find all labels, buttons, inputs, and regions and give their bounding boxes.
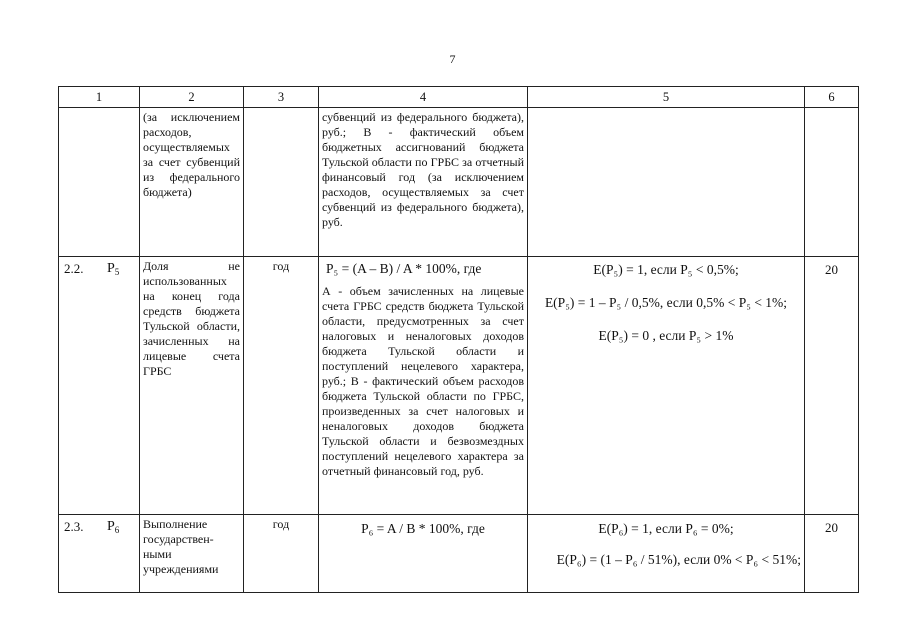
indicator-name-cell: Выполнение государствен-ными учреждениями: [140, 515, 244, 593]
indicator-unit: год: [244, 257, 319, 515]
evaluation-rule: E(P₆) = (1 – P₆ / 51%), если 0% < P₆ < 51%;: [556, 552, 801, 567]
row-number: 2.2.: [64, 261, 84, 276]
indicator-formula-cell: [319, 257, 528, 515]
indicator-formula-cell: [319, 515, 528, 593]
evaluation-rules-cell: [528, 515, 805, 593]
header-col-4: 4: [319, 87, 528, 108]
indicator-code: $P_6$: [107, 519, 120, 535]
table-row: [59, 515, 859, 593]
evaluation-rule: E(P₅) = 1, если P₅ < 0,5%;: [593, 262, 739, 277]
continuation-name: (за исключением расходов, осуществляемых за счет субвенций из федерального бюджета): [140, 108, 244, 257]
page-number: 7: [449, 52, 456, 66]
evaluation-rule: E(P₅) = 0 , если P₅ > 1%: [598, 328, 734, 343]
indicator-code: $P_5$: [107, 261, 120, 277]
evaluation-rules-cell: [528, 257, 805, 515]
continuation-description: субвенций из федерального бюджета), руб.; В - фактический объем бюджетных ассигнований бюджета Тульской области по ГРБС за отчетный финансовый год (за исключением расходов, осуществляемых за счет субвенций из федерального бюджета), руб.: [319, 108, 528, 257]
indicator-formula: P₅ = (A – B) / A * 100%, где: [326, 261, 482, 276]
row-number-cell: [59, 515, 140, 593]
row-number-cell: [59, 257, 140, 515]
header-col-3: 3: [244, 87, 319, 108]
header-col-6: 6: [805, 87, 859, 108]
evaluation-rule: E(P₅) = 1 – P₅ / 0,5%, если 0,5% < P₅ < 1%;: [544, 295, 788, 310]
table-row: [59, 257, 859, 515]
table-header-row: [59, 87, 859, 108]
row-number: 2.3.: [64, 519, 84, 534]
indicator-name-cell: Доля не использованных на конец года средств бюджета Тульской области, зачисленных на лицевые счета ГРБС: [140, 257, 244, 515]
evaluation-rule: E(P₆) = 1, если P₆ = 0%;: [598, 521, 734, 536]
indicator-description: А - объем зачисленных на лицевые счета ГРБС средств бюджета Тульской области, предусмотренных за счет налоговых и неналоговых доходов бюджета Тульской области и поступлений нецелевого характера, руб.; В - фактический объем расходов бюджета Тульской области по ГРБС, произведенных за счет налоговых и неналоговых доходов бюджета Тульской области и безвозмездных поступлений нецелевого характера за отчетный финансовый год, руб.: [322, 284, 524, 478]
indicator-table: [58, 86, 859, 593]
header-col-2: 2: [140, 87, 244, 108]
continuation-row: [59, 108, 859, 257]
header-col-5: 5: [528, 87, 805, 108]
indicator-unit: год: [244, 515, 319, 593]
indicator-weight: 20: [805, 257, 859, 515]
indicator-formula: P₆ = A / B * 100%, где: [361, 521, 485, 536]
indicator-weight: 20: [805, 515, 859, 593]
header-col-1: 1: [59, 87, 140, 108]
